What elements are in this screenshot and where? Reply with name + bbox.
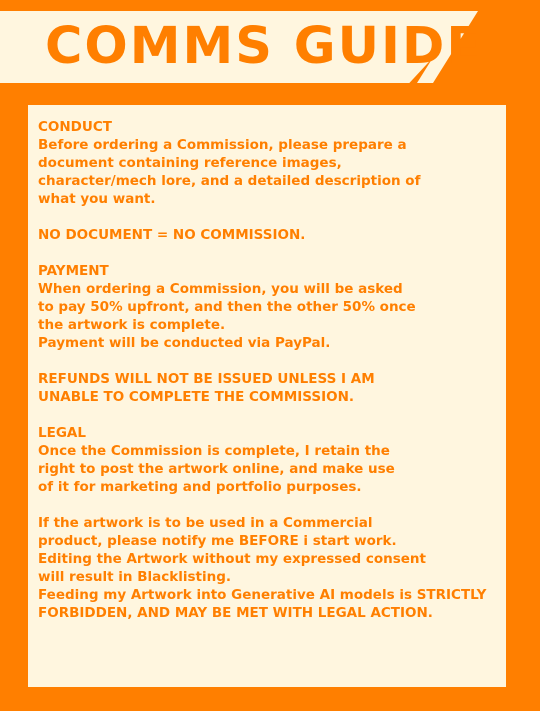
conduct-line: Before ordering a Commission, please prepare a xyxy=(38,137,407,153)
legal-extra-line: product, please notify me BEFORE i start work. xyxy=(38,533,397,549)
spacer xyxy=(38,496,500,514)
spacer xyxy=(38,244,500,262)
legal-line: Once the Commission is complete, I retain the xyxy=(38,443,390,459)
conduct-line: character/mech lore, and a detailed description of xyxy=(38,173,421,189)
legal-extra-line: Editing the Artwork without my expressed consent xyxy=(38,551,426,567)
conduct-line: what you want. xyxy=(38,191,156,207)
payment-heading: PAYMENT xyxy=(38,263,109,279)
payment-line: the artwork is complete. xyxy=(38,317,226,333)
payment-line: Payment will be conducted via PayPal. xyxy=(38,335,331,351)
refund-notice-line: REFUNDS WILL NOT BE ISSUED UNLESS I AM xyxy=(38,371,375,387)
payment-line: When ordering a Commission, you will be asked xyxy=(38,281,403,297)
spacer xyxy=(38,406,500,424)
legal-extra-line: will result in Blacklisting. xyxy=(38,569,232,585)
conduct-line: document containing reference images, xyxy=(38,155,342,171)
conduct-heading: CONDUCT xyxy=(38,119,112,135)
legal-line: of it for marketing and portfolio purposes. xyxy=(38,479,362,495)
spacer xyxy=(38,352,500,370)
payment-line: to pay 50% upfront, and then the other 50% once xyxy=(38,299,416,315)
refund-notice-line: UNABLE TO COMPLETE THE COMMISSION. xyxy=(38,389,355,405)
guide-content xyxy=(38,118,500,622)
legal-line: right to post the artwork online, and make use xyxy=(38,461,395,477)
legal-extra-line: Feeding my Artwork into Generative AI models is STRICTLY xyxy=(38,587,487,603)
conduct-notice: NO DOCUMENT = NO COMMISSION. xyxy=(38,227,306,243)
page-title: COMMS GUIDE xyxy=(45,17,484,76)
spacer xyxy=(38,208,500,226)
legal-extra-line: If the artwork is to be used in a Commercial xyxy=(38,515,373,531)
legal-heading: LEGAL xyxy=(38,425,86,441)
legal-extra-line: FORBIDDEN, AND MAY BE MET WITH LEGAL ACTION. xyxy=(38,605,433,621)
